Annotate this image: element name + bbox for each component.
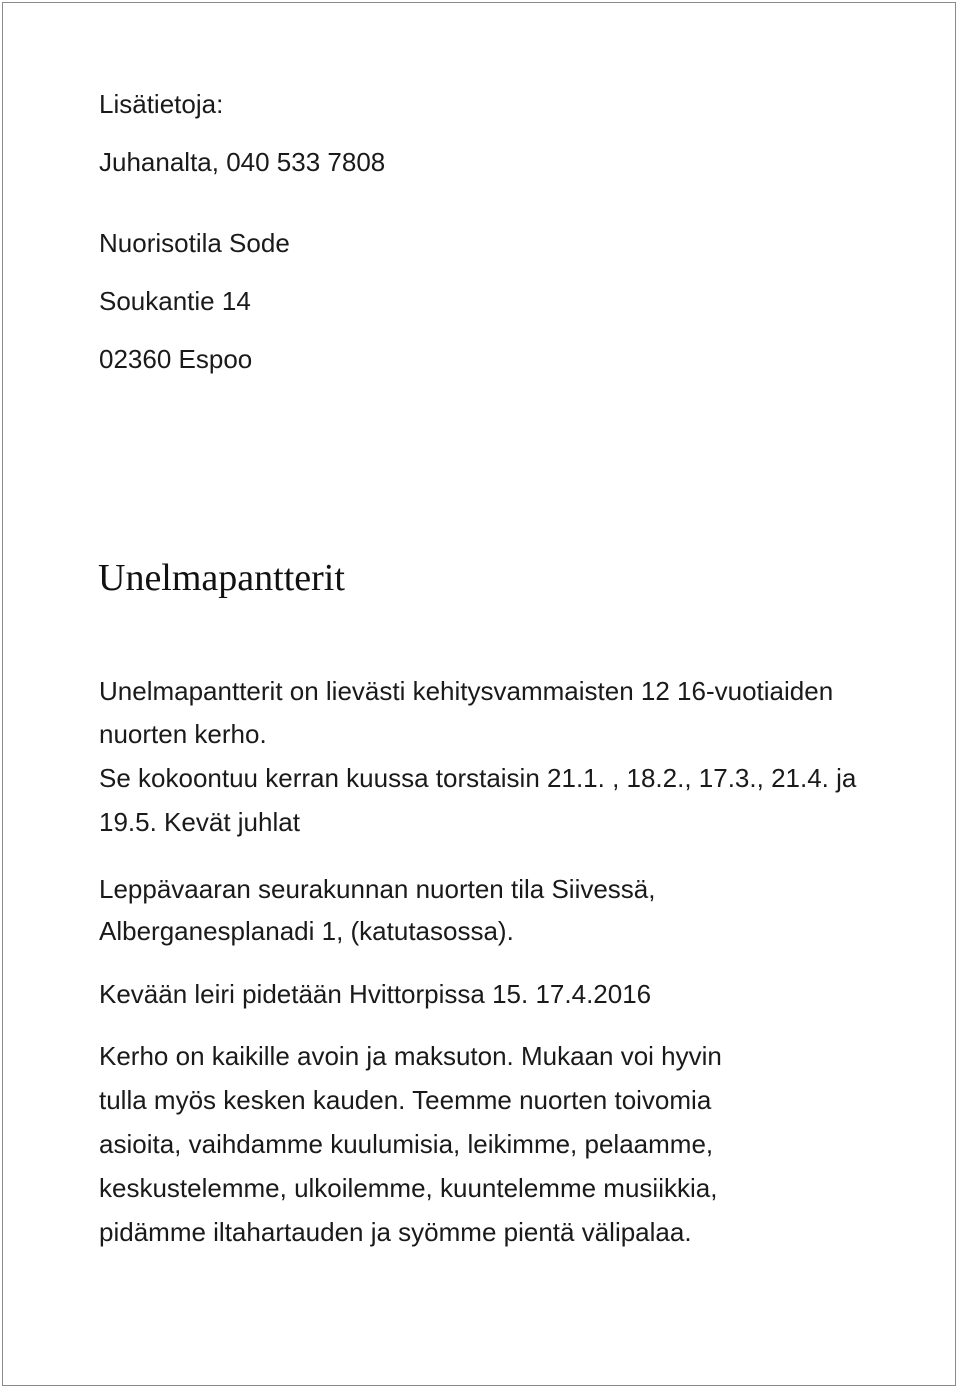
contact-place: Nuorisotila Sode bbox=[99, 228, 290, 258]
camp-line: Kevään leiri pidetään Hvittorpissa 15. 17.4.2016 bbox=[99, 979, 652, 1009]
intro-line: 19.5. Kevät juhlat bbox=[99, 807, 300, 837]
article-title: Unelmapantterit bbox=[98, 557, 345, 599]
intro-line: nuorten kerho. bbox=[99, 719, 267, 749]
description-line: tulla myös kesken kauden. Teemme nuorten toivomia bbox=[99, 1085, 712, 1115]
intro-line: Unelmapantterit on lievästi kehitysvammaisten 12 16-vuotiaiden bbox=[99, 676, 834, 706]
contact-city: 02360 Espoo bbox=[99, 344, 253, 374]
description-line: asioita, vaihdamme kuulumisia, leikimme, pelaamme, bbox=[99, 1129, 714, 1159]
intro-line: Se kokoontuu kerran kuussa torstaisin 21.1. , 18.2., 17.3., 21.4. ja bbox=[99, 763, 857, 793]
location-line: Leppävaaran seurakunnan nuorten tila Siivessä, bbox=[99, 874, 656, 904]
description-line: Kerho on kaikille avoin ja maksuton. Mukaan voi hyvin bbox=[99, 1041, 722, 1071]
description-line: keskustelemme, ulkoilemme, kuuntelemme musiikkia, bbox=[99, 1173, 718, 1203]
location-line: Alberganesplanadi 1, (katutasossa). bbox=[99, 916, 514, 946]
contact-street: Soukantie 14 bbox=[99, 286, 251, 316]
contact-heading: Lisätietoja: bbox=[99, 89, 224, 119]
description-line: pidämme iltahartauden ja syömme pientä välipalaa. bbox=[99, 1217, 692, 1247]
contact-person: Juhanalta, 040 533 7808 bbox=[99, 147, 386, 177]
